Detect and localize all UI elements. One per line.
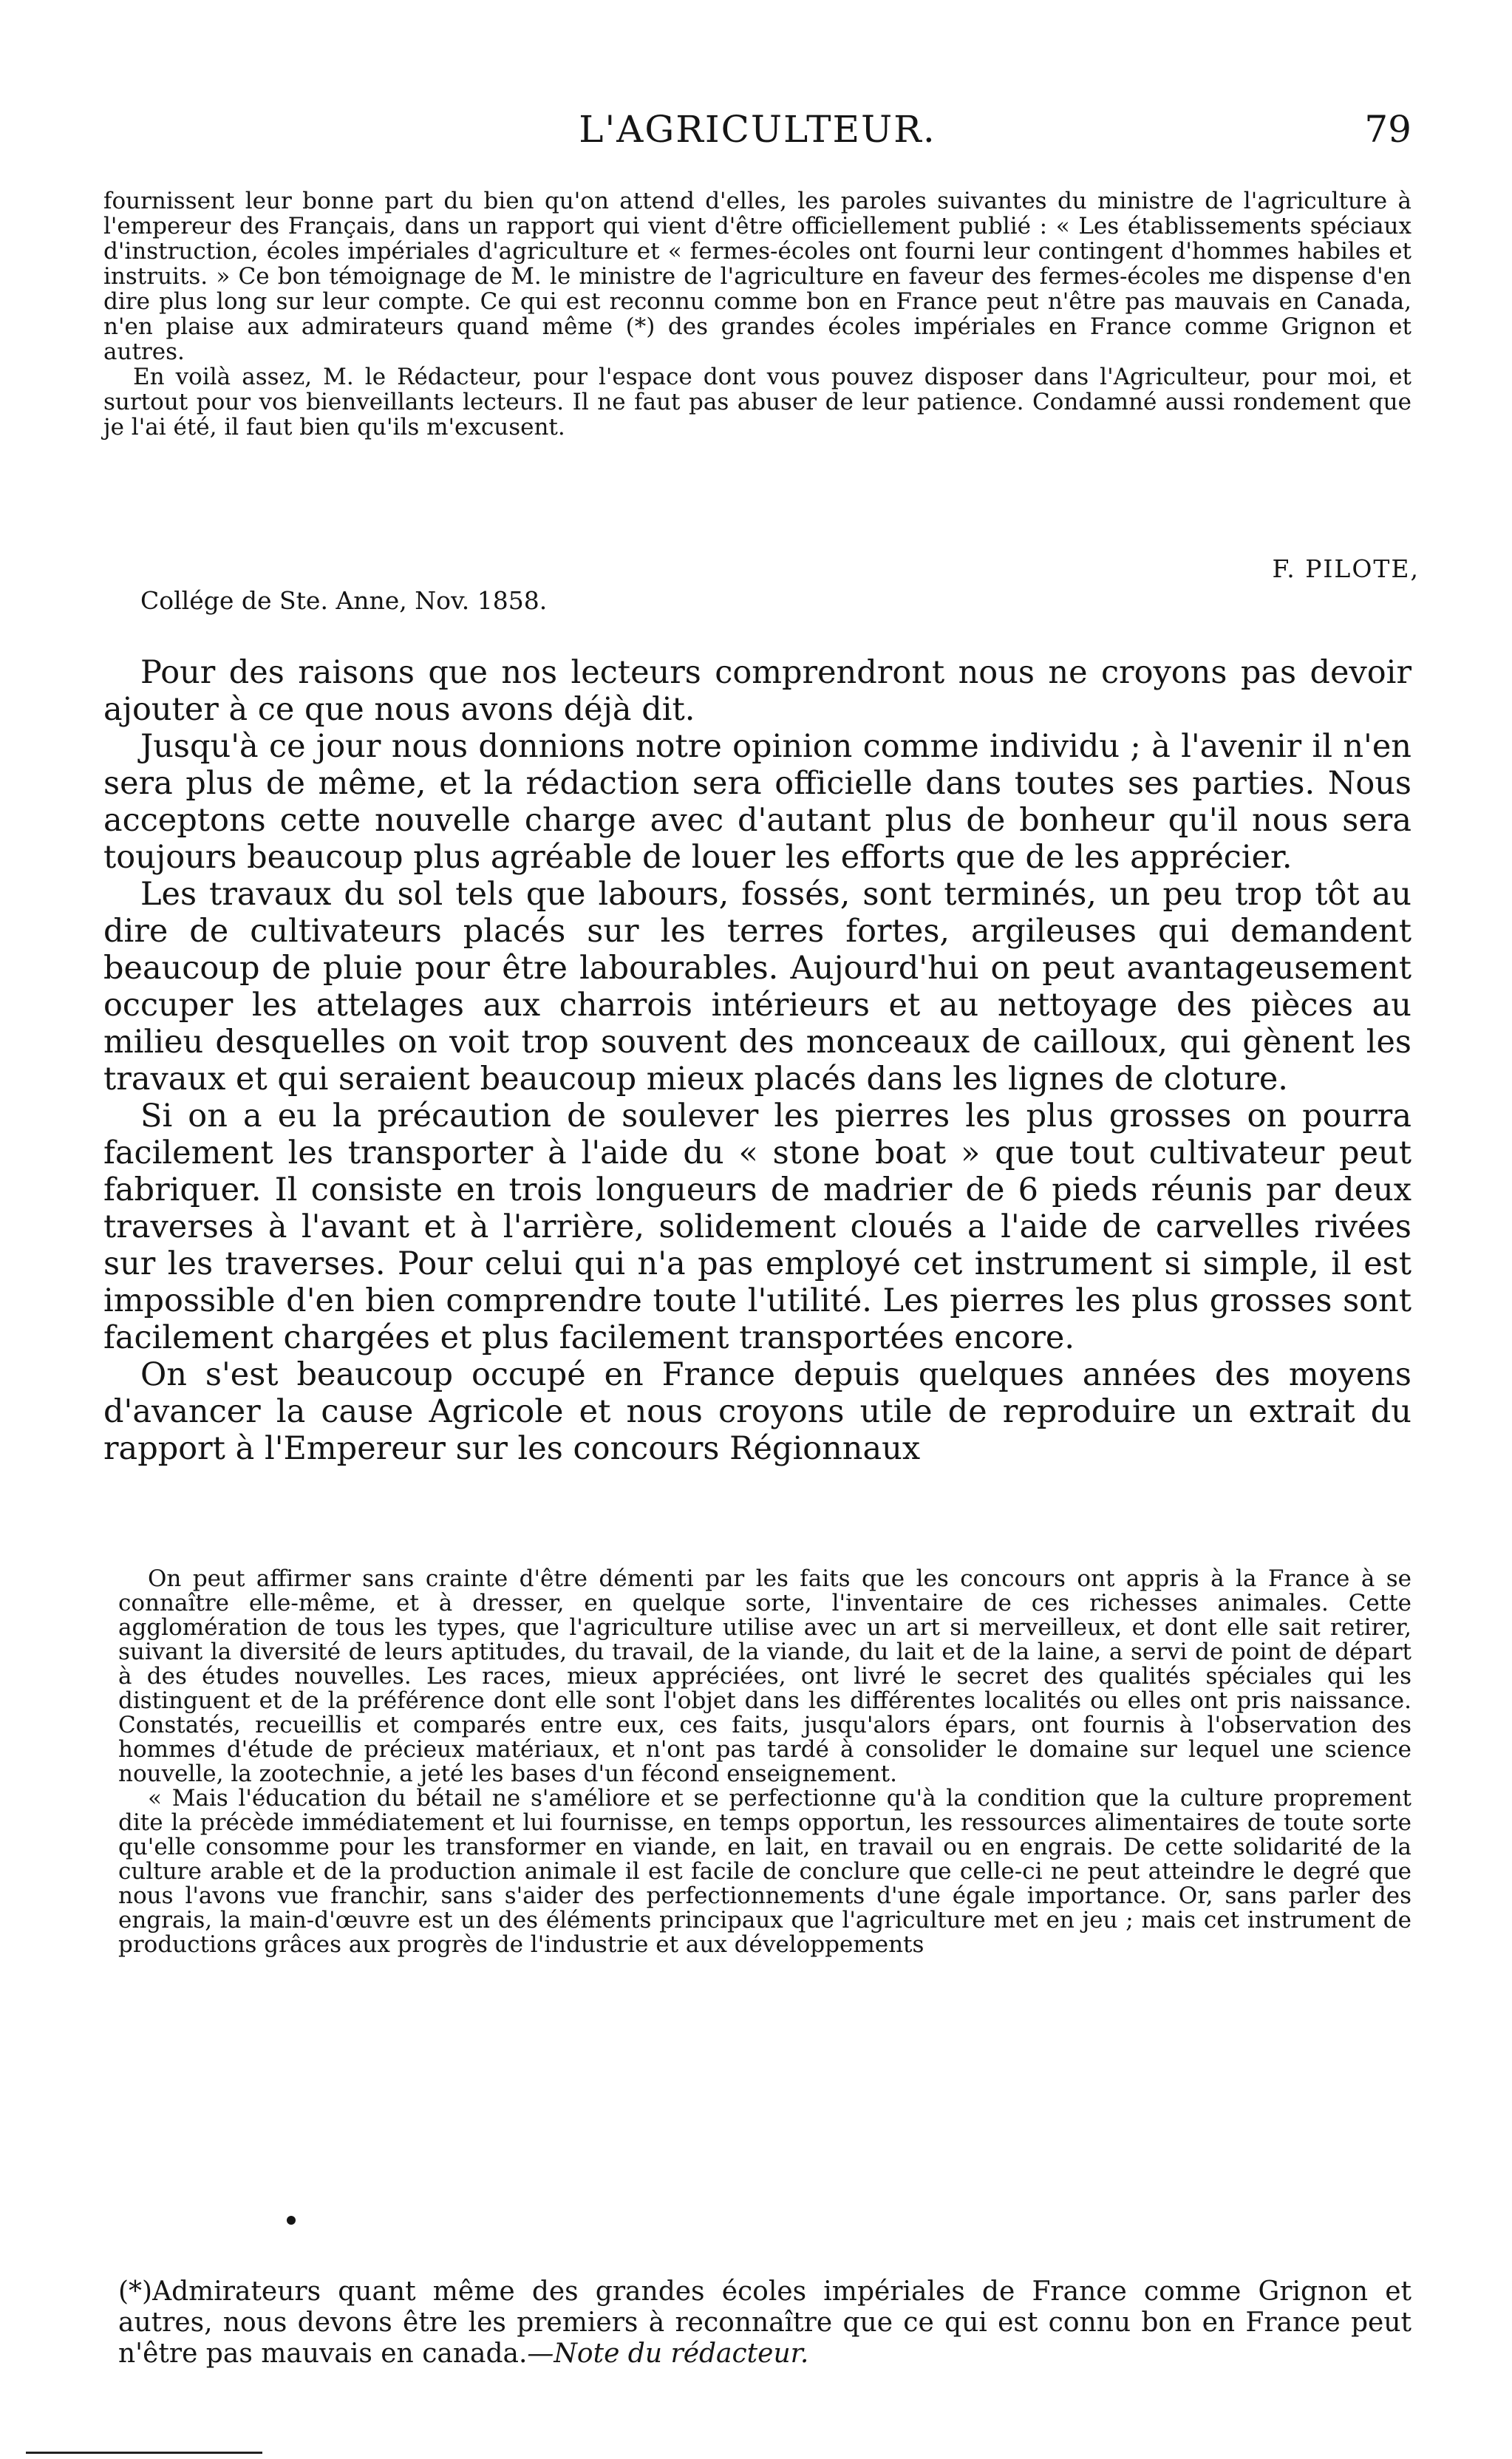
footnote-credit: —Note du rédacteur.: [527, 2339, 809, 2369]
letter-paragraph: En voilà assez, M. le Rédacteur, pour l'espace dont vous pouvez disposer dans l'Agriculteur, pour moi, et surtout pour vos bienveillants lecteurs. Il ne faut pas abuser de leur patience. Condamné aussi rondement que je l'ai été, il faut bien qu'ils m'excusent.: [103, 364, 1411, 441]
editorial-paragraph: Pour des raisons que nos lecteurs comprendront nous ne croyons pas devoir ajouter à ce que nous avons déjà dit.: [103, 654, 1411, 728]
editorial-paragraph: Si on a eu la précaution de soulever les pierres les plus grosses on pourra facilement les transporter à l'aide du « stone boat » que tout cultivateur peut fabriquer. Il consiste en trois longueurs de madrier de 6 pieds réunis par deux traverses à l'avant et à l'arrière, solidement cloués a l'aide de carvelles rivées sur les traverses. Pour celui qui n'a pas employé cet instrument si simple, il est impossible d'en bien comprendre toute l'utilité. Les pierres les plus grosses sont facilement chargées et plus facilement transportées encore.: [103, 1098, 1411, 1356]
editorial-paragraph: On s'est beaucoup occupé en France depuis quelques années des moyens d'avancer la cause Agricole et nous croyons utile de reproduire un extrait du rapport à l'Empereur sur les concours Régionnaux: [103, 1356, 1411, 1467]
letter-paragraph: fournissent leur bonne part du bien qu'on attend d'elles, les paroles suivantes du ministre de l'agriculture à l'empereur des Français, dans un rapport qui vient d'être officiellement publié : « Les établissements spéciaux d'instruction, écoles impériales d'agriculture et « fermes-écoles ont fourni leur contingent d'hommes habiles et instruits. » Ce bon témoignage de M. le ministre de l'agriculture en faveur des fermes-écoles me dispense d'en dire plus long sur leur compte. Ce qui est reconnu comme bon en France peut n'être pas mauvais en Canada, n'en plaise aux admirateurs quand même (*) des grandes écoles impériales en France comme Grignon et autres.: [103, 188, 1411, 365]
excerpt-paragraph: « Mais l'éducation du bétail ne s'améliore et se perfectionne qu'à la condition que la culture proprement dite la précède immédiatement et lui fournisse, en temps opportun, les ressources alimentaires de toute sorte qu'elle consomme pour les transformer en viande, en lait, en travail ou en engrais. De cette solidarité de la culture arable et de la production animale il est facile de conclure que celle-ci ne peut atteindre le degré que nous l'avons vue franchir, sans s'aider des perfectionnements d'une égale importance. Or, sans parler des engrais, la main-d'œuvre est un des éléments principaux que l'agriculture met en jeu ; mais cet instrument de productions grâces aux progrès de l'industrie et aux développements: [118, 1785, 1411, 1958]
letter-body: [103, 188, 1411, 440]
editorial-paragraph: Les travaux du sol tels que labours, fossés, sont terminés, un peu trop tôt au dire de cultivateurs placés sur les terres fortes, argileuses qui demandent beaucoup de pluie pour être labourables. Aujourd'hui on peut avantageusement occuper les attelages aux charrois intérieurs et au nettoyage des pièces au milieu desquelles on voit trop souvent des monceaux de cailloux, qui gènent les travaux et qui seraient beaucoup mieux placés dans les lignes de cloture.: [103, 876, 1411, 1098]
editorial-body: [103, 654, 1411, 1467]
letter-dateline: Collége de Ste. Anne, Nov. 1858.: [140, 586, 548, 615]
footnote-text: (*)Admirateurs quant même des grandes écoles impériales de France comme Grignon et autres, nous devons être les premiers à reconnaître que ce qui est connu bon en France peut n'être pas mauvais en canada.: [118, 2276, 1411, 2369]
running-head: [103, 103, 1411, 155]
report-excerpt: [118, 1567, 1411, 1957]
excerpt-paragraph: On peut affirmer sans crainte d'être démenti par les faits que les concours ont appris à la France à se connaître elle-même, et à dresser, en quelque sorte, l'inventaire de ces richesses animales. Cette agglomération de tous les types, que l'agriculture utilise avec un art si merveilleux, et dont elle sait retirer, suivant la diversité de leurs aptitudes, du travail, de la viande, du lait et de la laine, a servi de point de départ à des études nouvelles. Les races, mieux appréciées, ont livré le secret des qualités spéciales qui les distinguent et de la préférence dont elle sont l'objet dans les différentes localités ou elles ont pris naissance. Constatés, recueillis et comparés entre eux, ces faits, jusqu'alors épars, ont fournis à l'observation des hommes d'étude de précieux matériaux, et n'ont pas tardé à consolider le domaine sur lequel une science nouvelle, la zootechnie, a jeté les bases d'un fécond enseignement.: [118, 1565, 1411, 1787]
footnote-paragraph: [118, 2276, 1411, 2370]
bullet-mark: [287, 2216, 296, 2225]
page-number: 79: [1364, 108, 1411, 151]
bottom-rule: [26, 2452, 262, 2454]
footnote: [118, 2276, 1411, 2370]
running-title: L'AGRICULTEUR.: [579, 108, 936, 151]
editorial-paragraph: Jusqu'à ce jour nous donnions notre opinion comme individu ; à l'avenir il n'en sera plus de même, et la rédaction sera officielle dans toutes ses parties. Nous acceptons cette nouvelle charge avec d'autant plus de bonheur qu'il nous sera toujours beaucoup plus agréable de louer les efforts que de les apprécier.: [103, 728, 1411, 876]
letter-signature: F. PILOTE,: [1272, 554, 1420, 583]
